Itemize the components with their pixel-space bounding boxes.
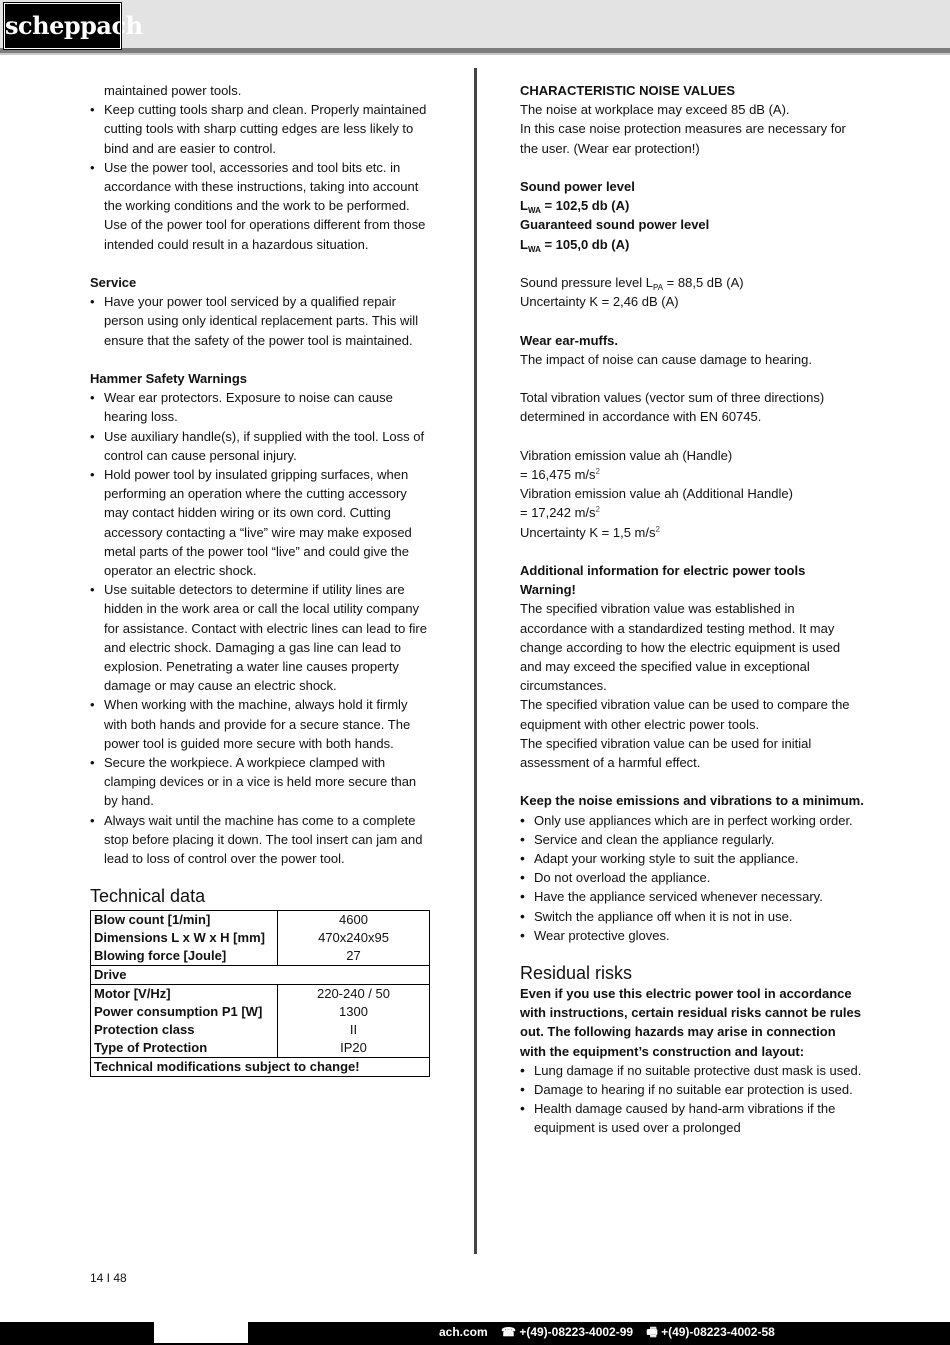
vibration-handle-line [520, 465, 865, 484]
service-bullet-list [90, 292, 430, 350]
list-item: • Health damage caused by hand-arm vibrations if the equipment is used over a prolonged [520, 1099, 865, 1137]
lwa-subscript: WA [527, 206, 541, 216]
lwa-subscript: WA [527, 244, 541, 254]
additional-paragraph: The specified vibration value can be used to compare the equipment with other electric power tools. [520, 697, 850, 732]
list-item: • Adapt your working style to suit the appliance. [520, 849, 865, 868]
technical-note: Technical modifications subject to change! [91, 1058, 430, 1077]
table-value: 4600 [339, 912, 368, 928]
lwa-guaranteed-value: = 105,0 db (A) [540, 236, 630, 252]
table-value: IP20 [340, 1040, 367, 1056]
sound-pressure-label: Sound pressure level L [520, 275, 653, 290]
list-item: • Use auxiliary handle(s), if supplied with the tool. Loss of control can cause personal injury. [90, 427, 430, 465]
table-key: Blowing force [Joule] [91, 947, 278, 966]
hammer-bullet-list [90, 388, 430, 868]
list-item: • Service and clean the appliance regularly. [520, 830, 865, 849]
right-column [520, 81, 865, 1138]
table-key: Blow count [1/min] [91, 911, 278, 930]
list-item: • Have your power tool serviced by a qualified repair person using only identical replacement parts. This will ensure that the safety of the power tool is maintained. [90, 292, 430, 350]
list-item: • When working with the machine, always hold it firmly with both hands and provide for a secure stance. The power tool is guided more secure with both hands. [90, 695, 430, 753]
intro-bullet-list [90, 100, 430, 254]
table-row [91, 947, 430, 966]
lwa-line [520, 196, 865, 215]
vibration-total-text: Total vibration values (vector sum of three directions) determined in accordance with EN 60745. [520, 390, 825, 425]
noise-line: The noise at workplace may exceed 85 dB (A). [520, 102, 790, 118]
list-item: • Wear protective gloves. [520, 926, 865, 945]
hammer-safety-heading: Hammer Safety Warnings [90, 371, 248, 387]
footer-phone: ☎ +(49)-08223-4002-99 [501, 1325, 634, 1339]
residual-intro: Even if you use this electric power tool in accordance with instructions, certain residual risks cannot be rules out. The following hazards may arise in connection with the equipment’s construction and layout: [520, 986, 861, 1059]
table-row [91, 966, 430, 985]
table-value: 470x240x95 [318, 930, 389, 946]
table-key: Dimensions L x W x H [mm] [91, 929, 278, 947]
table-row [91, 1058, 430, 1077]
additional-info-heading: Additional information for electric power tools [520, 562, 806, 578]
header-rule-light [0, 53, 950, 55]
list-item: • Keep cutting tools sharp and clean. Properly maintained cutting tools with sharp cutting edges are less likely to bind and are easier to control. [90, 100, 430, 158]
warning-label: Warning! [520, 582, 576, 598]
table-value: II [349, 1022, 358, 1038]
table-row [91, 929, 430, 947]
superscript-2: 2 [595, 505, 600, 515]
technical-data-table [90, 910, 430, 1077]
guaranteed-sound-label: Guaranteed sound power level [520, 217, 710, 233]
vibration-uncertainty: Uncertainty K = 1,5 m/s [520, 524, 656, 540]
footer-website[interactable]: ach.com [439, 1325, 488, 1339]
column-divider [474, 68, 477, 1254]
residual-risks-heading: Residual risks [520, 963, 633, 984]
list-item: • Lung damage if no suitable protective dust mask is used. [520, 1061, 865, 1080]
list-item: • Damage to hearing if no suitable ear protection is used. [520, 1080, 865, 1099]
list-item: • Always wait until the machine has come to a complete stop before placing it down. The tool insert can jam and lead to loss of control over the power tool. [90, 811, 430, 869]
noise-line: In this case noise protection measures are necessary for the user. (Wear ear protection!) [520, 121, 846, 156]
additional-paragraph: The specified vibration value was established in accordance with a standardized testing method. It may change according to how the electric equipment is used and may exceed the specified value in exceptional circumstances. [520, 601, 841, 694]
footer-white-block [154, 1322, 248, 1343]
vibration-handle-label: Vibration emission value ah (Handle) [520, 447, 733, 463]
table-row [91, 1021, 430, 1039]
page-number: 14 I 48 [90, 1271, 127, 1285]
lwa-value: = 102,5 db (A) [540, 198, 630, 214]
vibration-additional-value: = 17,242 m/s [520, 505, 596, 521]
sound-power-label: Sound power level [520, 179, 635, 194]
table-row [91, 1003, 430, 1021]
table-row [91, 911, 430, 930]
table-row [91, 985, 430, 1004]
service-heading: Service [90, 275, 137, 291]
ear-muffs-heading: Wear ear-muffs. [520, 332, 619, 348]
lpa-subscript: PA [652, 283, 664, 292]
table-value: 220-240 / 50 [278, 985, 430, 1004]
list-item: • Have the appliance serviced whenever necessary. [520, 887, 865, 906]
table-value: 1300 [339, 1004, 368, 1020]
residual-bullet-list [520, 1061, 865, 1138]
table-value: 27 [346, 948, 361, 964]
table-key: Motor [V/Hz] [91, 985, 278, 1004]
scheppach-logo: scheppach [4, 3, 121, 49]
superscript-2: 2 [595, 466, 600, 476]
additional-paragraph: The specified vibration value can be used for initial assessment of a harmful effect. [520, 735, 812, 771]
vibration-additional-label: Vibration emission value ah (Additional Handle) [520, 486, 793, 502]
list-item: • Use suitable detectors to determine if utility lines are hidden in the work area or call the local utility company for assistance. Contact with electric lines can lead to fire and electric shock. Damaging a gas line can lead to explosion. Penetrating a water line causes property damage or may cause an electric shock. [90, 580, 430, 695]
ear-muffs-text: The impact of noise can cause damage to hearing. [520, 351, 812, 367]
list-item: • Secure the workpiece. A workpiece clamped with clamping devices or in a vice is held more secure than by hand. [90, 753, 430, 811]
list-item: • Use the power tool, accessories and tool bits etc. in accordance with these instructions, taking into account the working conditions and the work to be performed. Use of the power tool for operations different from those intended could result in a hazardous situation. [90, 158, 430, 254]
uncertainty-db: Uncertainty K = 2,46 dB (A) [520, 294, 679, 310]
technical-data-heading: Technical data [90, 886, 206, 907]
lwa-symbol: L [520, 236, 528, 252]
vibration-uncertainty-line [520, 523, 865, 542]
list-item: • Do not overload the appliance. [520, 868, 865, 887]
keep-minimum-heading: Keep the noise emissions and vibrations to a minimum. [520, 793, 864, 809]
list-item: • Hold power tool by insulated gripping surfaces, when performing an operation where the cutting accessory may contact hidden wiring or its own cord. Cutting accessory contacting a “live” wire may make exposed metal parts of the power tool “live” and could give the operator an electric shock. [90, 465, 430, 580]
left-column [90, 81, 430, 1077]
superscript-2: 2 [655, 524, 660, 534]
lwa-guaranteed-line [520, 235, 865, 254]
list-item: • Wear ear protectors. Exposure to noise can cause hearing loss. [90, 388, 430, 426]
list-item: • Only use appliances which are in perfect working order. [520, 811, 865, 830]
table-key: Power consumption P1 [W] [91, 1003, 278, 1021]
table-row [91, 1039, 430, 1058]
keep-bullet-list [520, 811, 865, 945]
intro-continuation: maintained power tools. [104, 83, 242, 98]
sound-pressure-line [520, 273, 865, 292]
table-key: Type of Protection [91, 1039, 278, 1058]
vibration-additional-line [520, 503, 865, 522]
sound-pressure-value: = 88,5 dB (A) [663, 275, 744, 290]
footer-contact [439, 1322, 785, 1345]
footer-fax: 🖷 +(49)-08223-4002-58 [646, 1325, 775, 1339]
noise-heading: CHARACTERISTIC NOISE VALUES [520, 83, 735, 98]
list-item: • Switch the appliance off when it is not in use. [520, 907, 865, 926]
vibration-handle-value: = 16,475 m/s [520, 466, 596, 482]
table-key: Protection class [91, 1021, 278, 1039]
lwa-symbol: L [520, 198, 528, 214]
table-section-drive: Drive [91, 966, 430, 985]
